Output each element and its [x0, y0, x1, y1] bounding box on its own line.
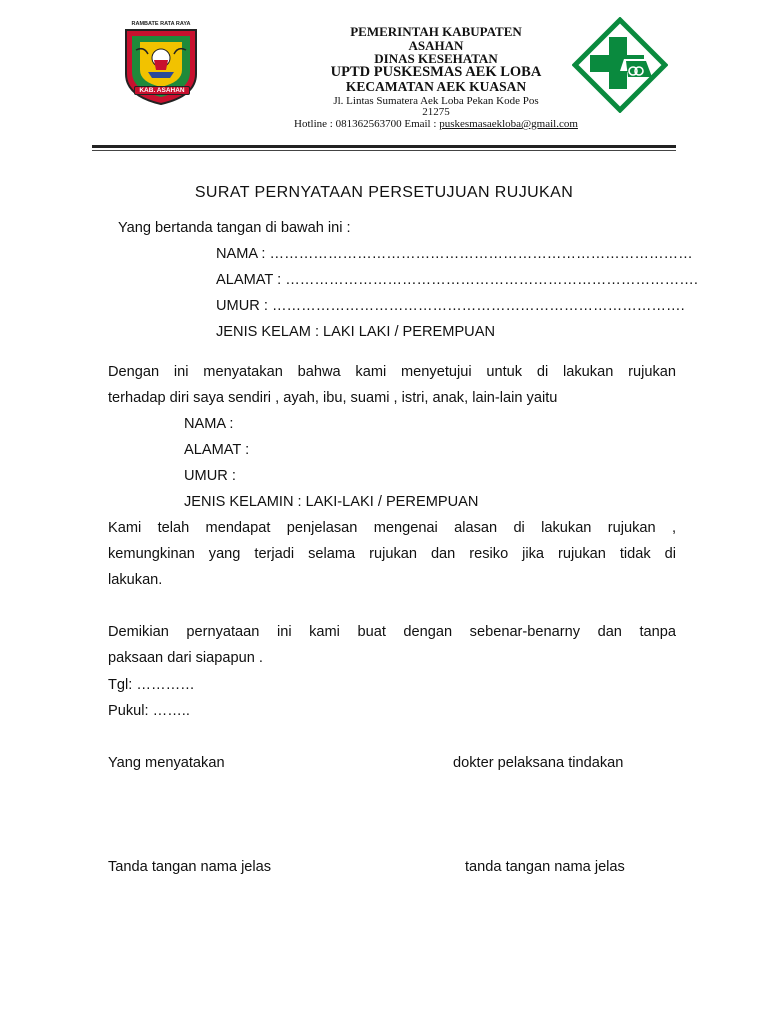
statement-line2: terhadap diri saya sendiri , ayah, ibu, suami , istri, anak, lain-lain yaitu: [108, 390, 558, 406]
signer-alamat-field: ALAMAT : ………………………………………………………………………….: [216, 272, 698, 288]
letterhead-rule-thick: [92, 145, 676, 148]
signer-jenis-kelamin-field: JENIS KELAM : LAKI LAKI / PEREMPUAN: [216, 324, 495, 340]
pukul-field: Pukul: ……..: [108, 703, 190, 719]
intro-text: Yang bertanda tangan di bawah ini :: [118, 220, 351, 236]
letterhead-rule-thin: [92, 150, 676, 151]
logo-ribbon-text: KAB. ASAHAN: [134, 86, 190, 95]
signature-right: tanda tangan nama jelas: [465, 859, 625, 875]
patient-jenis-kelamin-field: JENIS KELAMIN : LAKI-LAKI / PEREMPUAN: [184, 494, 479, 510]
puskesmas-logo: [572, 17, 668, 113]
explanation-line2: kemungkinan yang terjadi selama rujukan dan resiko jika rujukan tidak di: [108, 546, 676, 562]
letterhead-line2: ASAHAN: [408, 38, 464, 53]
patient-alamat-field: ALAMAT :: [184, 442, 250, 458]
signature-left: Tanda tangan nama jelas: [108, 859, 272, 875]
document-title: SURAT PERNYATAAN PERSETUJUAN RUJUKAN: [194, 184, 574, 201]
signer-role-left: Yang menyatakan: [108, 755, 225, 771]
explanation-line3: lakukan.: [108, 572, 163, 588]
hotline-text: Hotline : 081362563700 Email :: [294, 118, 440, 130]
closing-line1: Demikian pernyataan ini kami buat dengan sebenar-benarny dan tanpa: [108, 624, 676, 640]
letterhead-postcode: 21275: [422, 106, 450, 118]
closing-line2: paksaan dari siapapun .: [108, 650, 263, 666]
statement-line1: Dengan ini menyatakan bahwa kami menyetujui untuk di lakukan rujukan: [108, 364, 676, 380]
letterhead-line3: DINAS KESEHATAN: [374, 51, 498, 66]
email-link[interactable]: puskesmasaekloba@gmail.com: [439, 118, 578, 130]
patient-nama-field: NAMA :: [184, 416, 234, 432]
letterhead-contact: [236, 118, 636, 130]
patient-umur-field: UMUR :: [184, 468, 236, 484]
signer-nama-field: NAMA : ……………………………………………………………………………: [216, 246, 693, 262]
kabupaten-asahan-logo: [120, 20, 202, 106]
letterhead-line4: UPTD PUSKESMAS AEK LOBA: [330, 64, 542, 80]
tgl-field: Tgl: …………: [108, 677, 195, 693]
signer-role-right: dokter pelaksana tindakan: [453, 755, 624, 771]
explanation-line1: Kami telah mendapat penjelasan mengenai alasan di lakukan rujukan ,: [108, 520, 676, 536]
logo-banner-text: RAMBATE RATA RAYA: [131, 21, 191, 27]
letterhead-address: Jl. Lintas Sumatera Aek Loba Pekan Kode Pos: [333, 95, 539, 107]
signer-umur-field: UMUR : ………………………………………………………………………….: [216, 298, 685, 314]
letterhead-line1: PEMERINTAH KABUPATEN: [350, 24, 522, 39]
letterhead-line5: KECAMATAN AEK KUASAN: [345, 79, 527, 94]
